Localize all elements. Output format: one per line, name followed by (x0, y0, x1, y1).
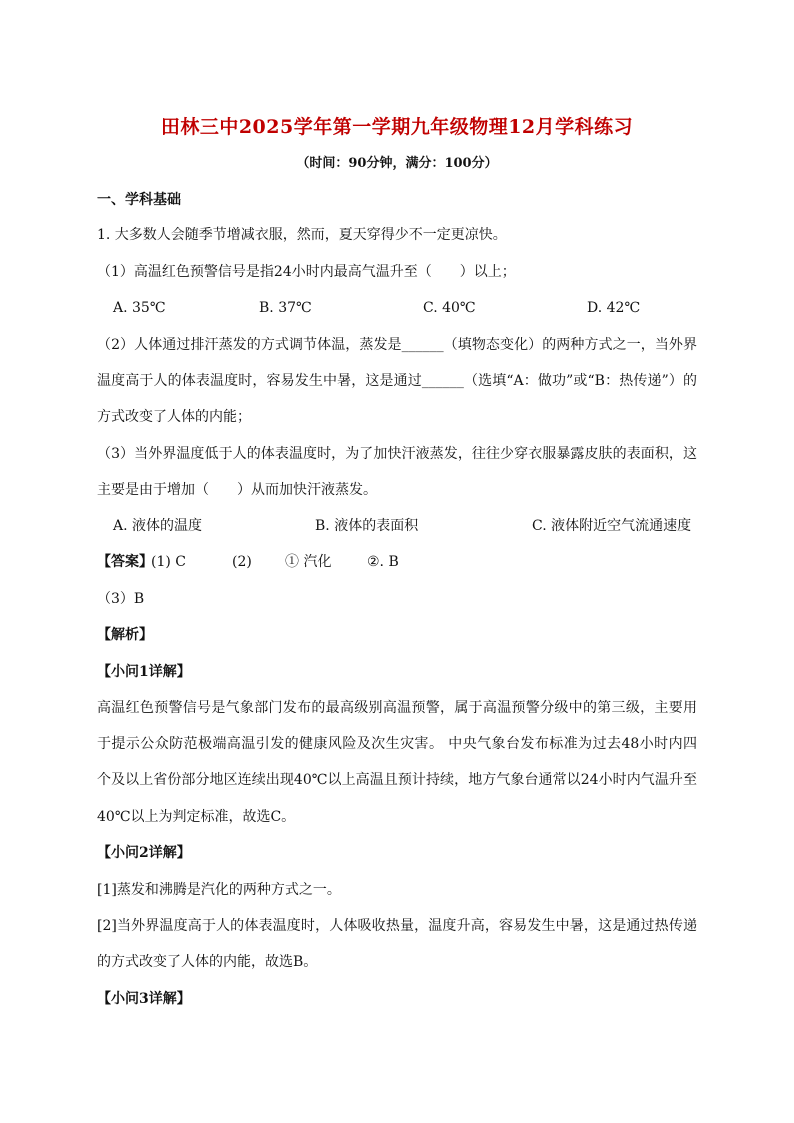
question-part3-line: 主要是由于增加（ ）从而加快汗液蒸发。 (97, 482, 377, 498)
option-c: C. 液体附近空气流通速度 (532, 518, 692, 534)
analysis-q2-line: 的方式改变了人体的内能，故选B。 (97, 954, 318, 970)
question-part2-line: （2）人体通过排汗蒸发的方式调节体温，蒸发是______（填物态变化）的两种方式之一，当外界 (97, 337, 697, 353)
answer-part1: (1) C (151, 554, 186, 570)
analysis-q2-line: [1]蒸发和沸腾是汽化的两种方式之一。 (97, 882, 341, 898)
option-a: A. 液体的温度 (113, 518, 203, 534)
analysis-q1-line: 个及以上省份部分地区连续出现40℃以上高温且预计持续，地方气象台通常以24小时内气温升至 (97, 772, 697, 788)
option-a: A. 35℃ (113, 300, 166, 316)
answer-label: 【答案】 (97, 554, 153, 570)
analysis-q1-line: 于提示公众防范极端高温引发的健康风险及次生灾害。 中央气象台发布标准为过去48小时内四 (97, 736, 697, 752)
analysis-q1-heading: 【小问1详解】 (97, 664, 191, 680)
question-part2-line: 温度高于人的体表温度时，容易发生中暑，这是通过______（选填“A：做功”或“B：热传递”）的 (97, 373, 697, 389)
analysis-q1-line: 40℃以上为判定标准，故选C。 (97, 809, 296, 825)
answer-blank1: ① 汽化 (285, 554, 332, 570)
analysis-q3-heading: 【小问3详解】 (97, 991, 191, 1007)
page-subtitle: （时间：90分钟，满分：100分） (296, 156, 498, 171)
analysis-label: 【解析】 (97, 627, 153, 643)
analysis-q2-heading: 【小问2详解】 (97, 845, 191, 861)
option-b: B. 37℃ (259, 300, 312, 316)
page-title: 田林三中2025学年第一学期九年级物理12月学科练习 (160, 116, 634, 138)
answer-part2: (2) (232, 554, 252, 570)
option-d: D. 42℃ (587, 300, 641, 316)
answer-part3: （3）B (97, 591, 145, 607)
option-b: B. 液体的表面积 (315, 518, 419, 534)
option-c: C. 40℃ (423, 300, 476, 316)
analysis-q2-line: [2]当外界温度高于人的体表温度时，人体吸收热量，温度升高，容易发生中暑，这是通过热传递 (97, 918, 697, 934)
question-stem: 1. 大多数人会随季节增减衣服，然而，夏天穿得少不一定更凉快。 (97, 227, 507, 243)
answer-blank2: ②. B (367, 554, 399, 570)
question-part3-line: （3）当外界温度低于人的体表温度时，为了加快汗液蒸发，往往少穿衣服暴露皮肤的表面积，这 (97, 446, 697, 462)
question-part2-line: 方式改变了人体的内能； (97, 409, 251, 425)
question-part1: （1）高温红色预警信号是指24小时内最高气温升至（ ）以上； (97, 264, 516, 280)
section-heading: 一、学科基础 (97, 192, 181, 208)
analysis-q1-line: 高温红色预警信号是气象部门发布的最高级别高温预警，属于高温预警分级中的第三级，主要用 (97, 700, 697, 716)
